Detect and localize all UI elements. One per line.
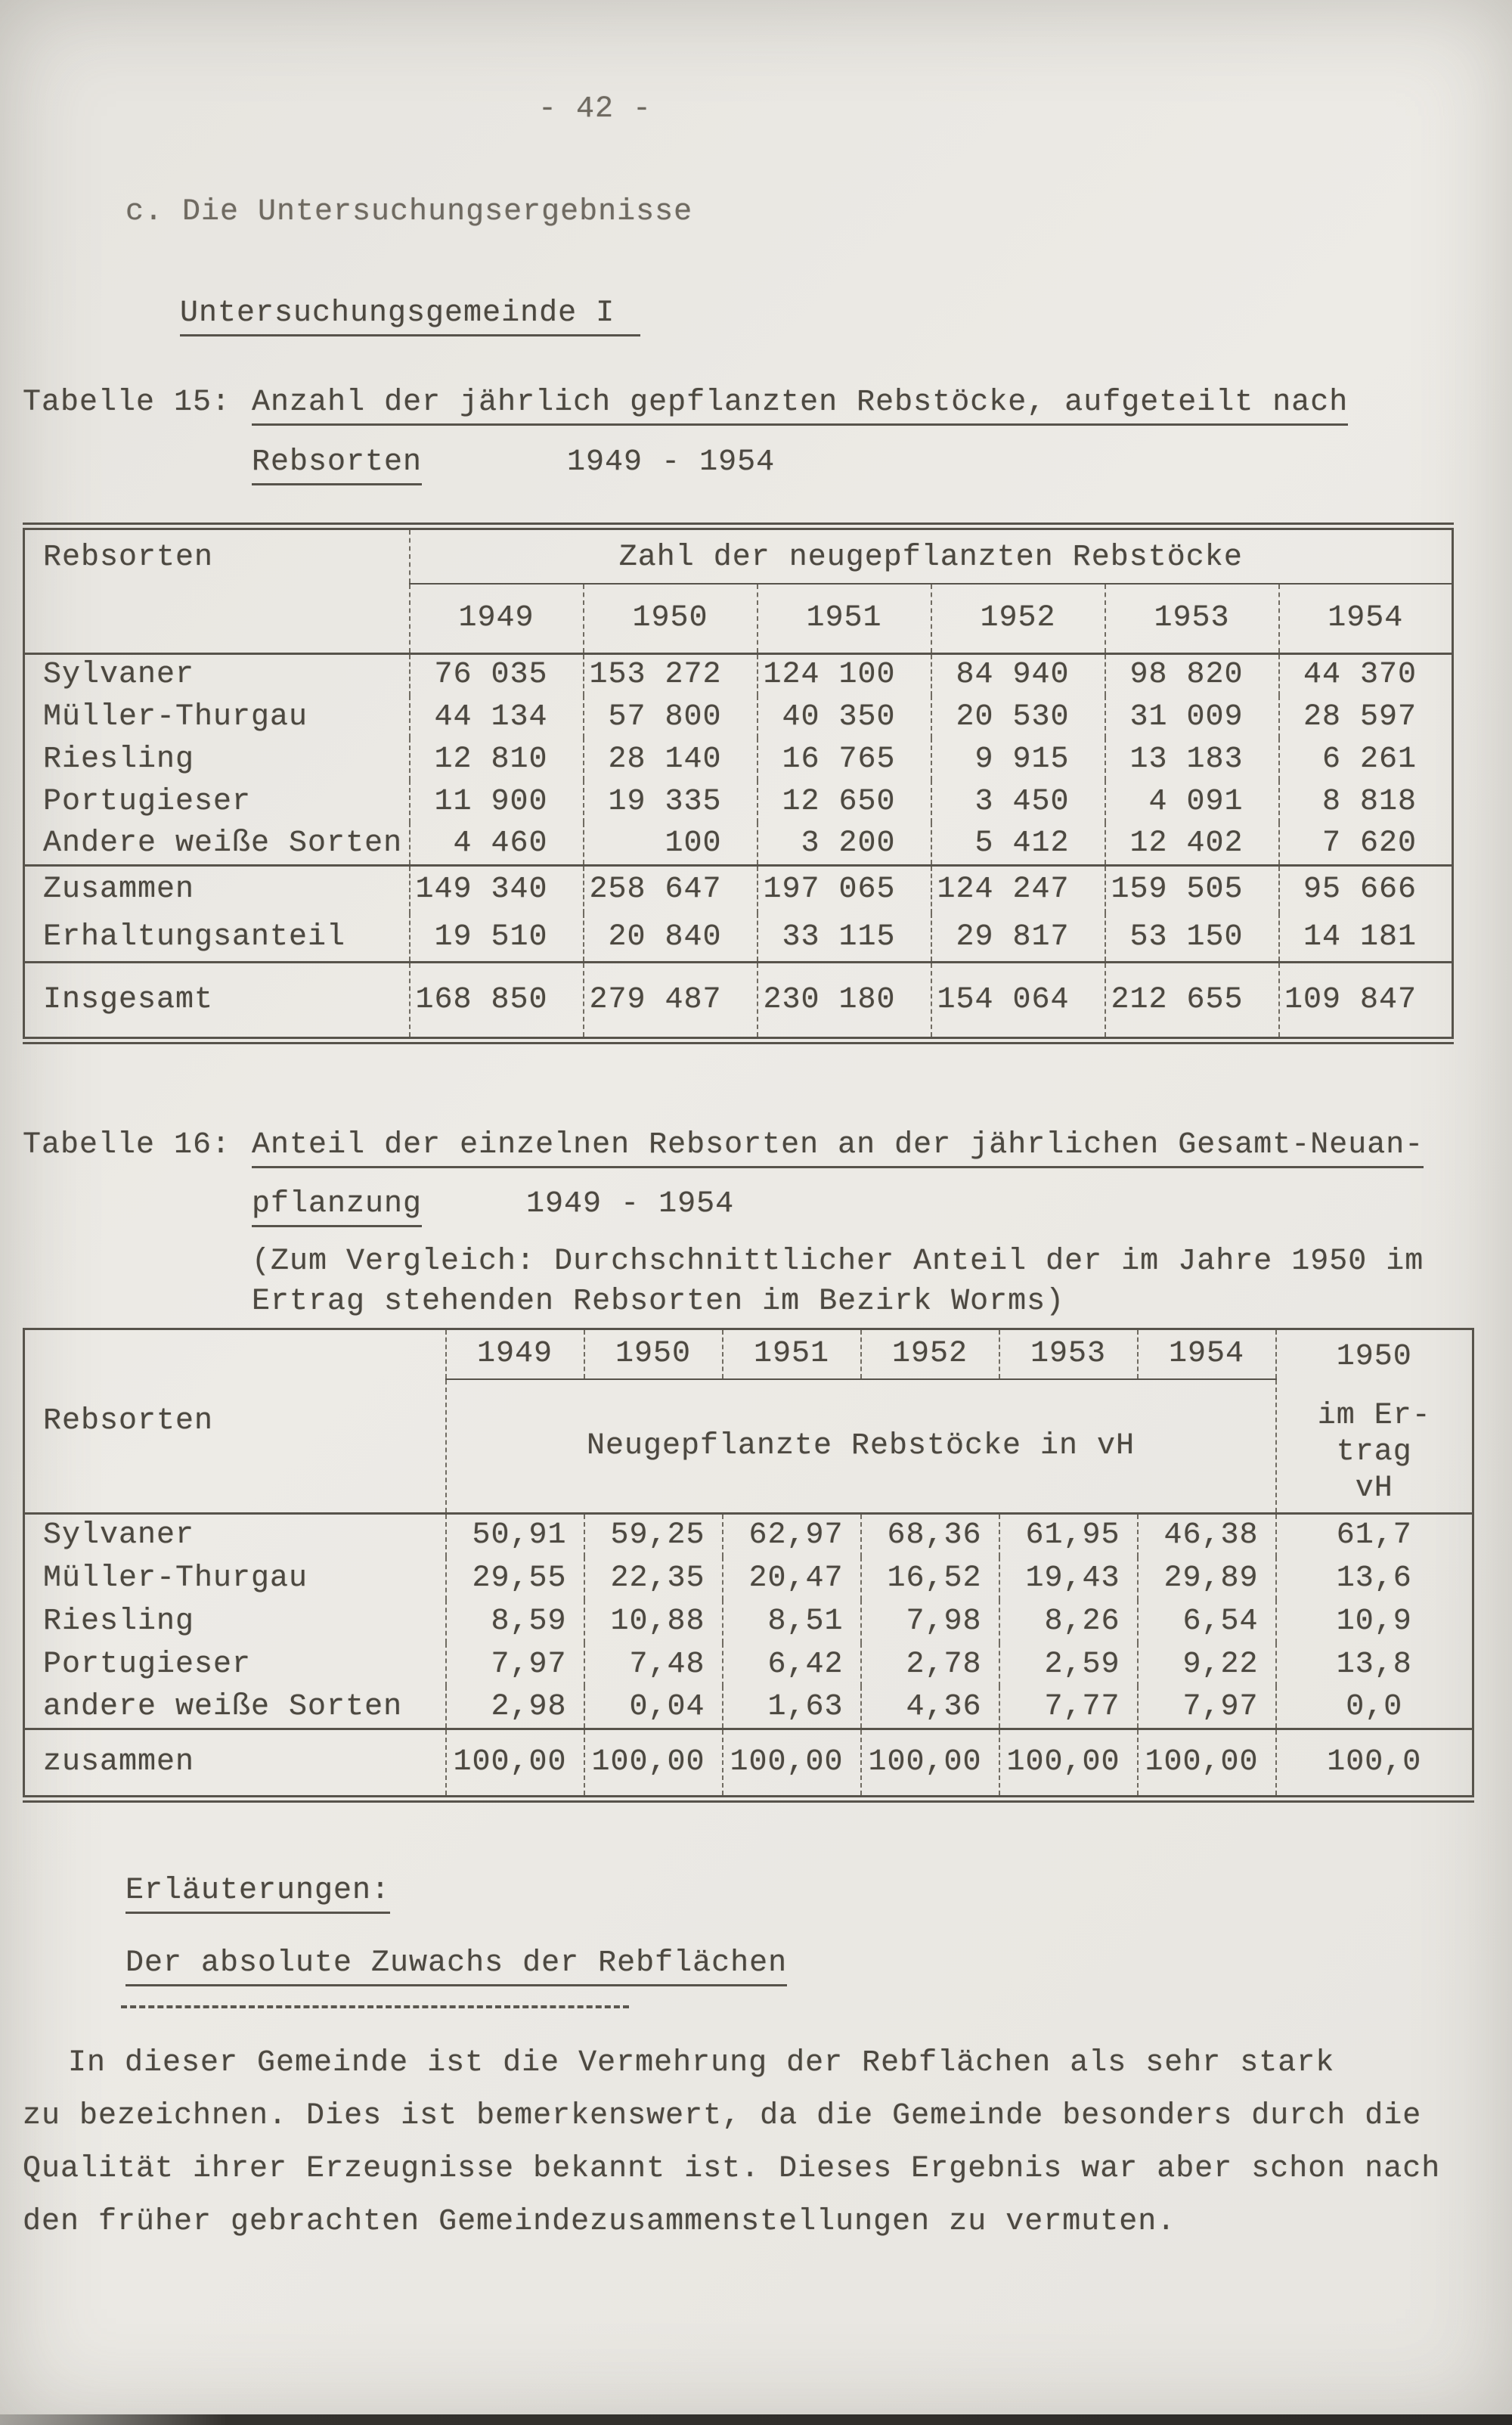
table-row xyxy=(24,913,1453,962)
cell-value: 28 597 xyxy=(1279,696,1453,738)
scan-edge-artifact xyxy=(0,2414,1512,2425)
cell-value: 44 370 xyxy=(1279,653,1453,696)
subsection-heading xyxy=(180,296,640,330)
cell-value: 29,55 xyxy=(446,1557,584,1600)
table-16-caption-line1 xyxy=(23,1128,1424,1162)
cell-value: 230 180 xyxy=(758,962,931,1040)
table-15-total xyxy=(24,962,1453,1040)
row-label: Müller-Thurgau xyxy=(43,699,308,734)
table-row xyxy=(24,1729,1473,1799)
cell-value: 100 xyxy=(584,823,758,865)
column-header-year: 1952 xyxy=(931,584,1105,653)
header-row-years xyxy=(24,1329,1473,1379)
row-label: Erhaltungsanteil xyxy=(43,919,346,954)
paragraph-line: zu bezeichnen. Dies ist bemerkenswert, da die Gemeinde besonders durch die xyxy=(23,2099,1422,2133)
paragraph-line: den früher gebrachten Gemeindezusammenstellungen zu vermuten. xyxy=(23,2205,1176,2239)
column-header-year: 1950 xyxy=(584,1329,723,1379)
header-row xyxy=(24,526,1453,584)
cell-value: 14 181 xyxy=(1279,913,1453,962)
table-row xyxy=(24,1686,1473,1729)
cell-value: 84 940 xyxy=(931,653,1105,696)
table-row xyxy=(24,653,1453,696)
row-label: Riesling xyxy=(43,742,195,777)
notes-subheading xyxy=(125,1946,787,1980)
table-16 xyxy=(23,1328,1474,1803)
table-15-title-cont: Rebsorten xyxy=(252,445,422,485)
page-number: - 42 - xyxy=(538,92,652,126)
cell-value: 59,25 xyxy=(584,1514,723,1557)
cell-value: 154 064 xyxy=(931,962,1105,1040)
cell-value: 9 915 xyxy=(931,738,1105,780)
cell-value: 40 350 xyxy=(758,696,931,738)
table-15-year-range: 1949 - 1954 xyxy=(567,445,776,479)
table-16-total xyxy=(24,1729,1473,1799)
cell-value: 100,00 xyxy=(1138,1729,1276,1799)
cell-value: 8,26 xyxy=(999,1600,1138,1643)
cell-value: 279 487 xyxy=(584,962,758,1040)
cell-value: 100,00 xyxy=(723,1729,861,1799)
cell-value: 7,48 xyxy=(584,1643,723,1686)
cell-value: 197 065 xyxy=(758,865,931,913)
cell-value: 2,59 xyxy=(999,1643,1138,1686)
cell-value: 8,51 xyxy=(723,1600,861,1643)
cell-value: 6 261 xyxy=(1279,738,1453,780)
cell-value: 7 620 xyxy=(1279,823,1453,865)
cell-value: 33 115 xyxy=(758,913,931,962)
cell-value: 2,98 xyxy=(446,1686,584,1729)
cell-value: 19 335 xyxy=(584,780,758,823)
cell-value: 10,9 xyxy=(1276,1600,1473,1643)
column-header-year: 1953 xyxy=(999,1329,1138,1379)
cell-value: 50,91 xyxy=(446,1514,584,1557)
table-16-year-range: 1949 - 1954 xyxy=(526,1187,735,1221)
subsection-heading-text: Untersuchungsgemeinde I xyxy=(180,296,640,336)
cell-value: 12 402 xyxy=(1105,823,1279,865)
table-15-header xyxy=(24,526,1453,653)
cell-value: 44 134 xyxy=(410,696,584,738)
cell-value: 19,43 xyxy=(999,1557,1138,1600)
table-15-label: Tabelle 15: xyxy=(23,386,231,420)
cell-value: 31 009 xyxy=(1105,696,1279,738)
row-label: Sylvaner xyxy=(43,1518,195,1553)
cell-value: 4 460 xyxy=(410,823,584,865)
column-header-year: 1951 xyxy=(723,1329,861,1379)
column-header-year: 1950 xyxy=(584,584,758,653)
cell-value: 100,00 xyxy=(584,1729,723,1799)
paragraph-line: Qualität ihrer Erzeugnisse bekannt ist. Dieses Ergebnis war aber schon nach xyxy=(23,2152,1441,2186)
cell-value: 57 800 xyxy=(584,696,758,738)
cell-value: 20 840 xyxy=(584,913,758,962)
cell-value: 62,97 xyxy=(723,1514,861,1557)
cell-value: 98 820 xyxy=(1105,653,1279,696)
cell-value: 0,0 xyxy=(1276,1686,1473,1729)
row-label: Müller-Thurgau xyxy=(43,1561,308,1595)
cell-value: 4,36 xyxy=(861,1686,999,1729)
table-15-title: Anzahl der jährlich gepflanzten Rebstöcke, aufgeteilt nach xyxy=(252,386,1348,426)
table-15-body xyxy=(24,653,1453,865)
table-row xyxy=(24,1514,1473,1557)
column-header-year: 1949 xyxy=(446,1329,584,1379)
row-label: andere weiße Sorten xyxy=(43,1689,403,1724)
cell-value: 2,78 xyxy=(861,1643,999,1686)
table-16-note-line1: (Zum Vergleich: Durchschnittlicher Anteil der im Jahre 1950 im xyxy=(252,1245,1424,1279)
cell-value: 13 183 xyxy=(1105,738,1279,780)
table-row xyxy=(24,780,1453,823)
row-label: Riesling xyxy=(43,1604,195,1639)
table-row xyxy=(24,865,1453,913)
cell-value: 53 150 xyxy=(1105,913,1279,962)
cell-value: 0,04 xyxy=(584,1686,723,1729)
cell-value: 8 818 xyxy=(1279,780,1453,823)
cell-value: 61,7 xyxy=(1276,1514,1473,1557)
cell-value: 7,98 xyxy=(861,1600,999,1643)
cell-value: 109 847 xyxy=(1279,962,1453,1040)
cell-value: 16 765 xyxy=(758,738,931,780)
column-header-year: 1951 xyxy=(758,584,931,653)
table-15 xyxy=(23,523,1454,1044)
table-row xyxy=(24,696,1453,738)
cell-value: 124 247 xyxy=(931,865,1105,913)
row-label: Sylvaner xyxy=(43,658,195,693)
table-row xyxy=(24,1643,1473,1686)
cell-value: 12 650 xyxy=(758,780,931,823)
cell-value: 7,77 xyxy=(999,1686,1138,1729)
notes-heading-text: Erläuterungen: xyxy=(125,1874,390,1914)
cell-value: 13,8 xyxy=(1276,1643,1473,1686)
column-header-rebsorten: Rebsorten xyxy=(43,1404,214,1438)
dashed-underline xyxy=(121,2005,629,2008)
notes-heading xyxy=(125,1874,390,1908)
column-header-year: 1953 xyxy=(1105,584,1279,653)
column-header-year: 1949 xyxy=(410,584,584,653)
column-header-year: 1954 xyxy=(1138,1329,1276,1379)
column-header-1950-ertrag xyxy=(1276,1329,1473,1514)
table-row xyxy=(24,738,1453,780)
cell-value: 8,59 xyxy=(446,1600,584,1643)
cell-value: 7,97 xyxy=(1138,1686,1276,1729)
section-heading: c. Die Untersuchungsergebnisse xyxy=(125,195,693,229)
cell-value: 20,47 xyxy=(723,1557,861,1600)
table-16-body xyxy=(24,1514,1473,1729)
column-header-year: 1952 xyxy=(861,1329,999,1379)
cell-value: 10,88 xyxy=(584,1600,723,1643)
cell-value: 3 450 xyxy=(931,780,1105,823)
row-label: Portugieser xyxy=(43,1647,252,1682)
table-16-title: Anteil der einzelnen Rebsorten an der jährlichen Gesamt-Neuan- xyxy=(252,1128,1424,1168)
cell-value: 29 817 xyxy=(931,913,1105,962)
paragraph-line: In dieser Gemeinde ist die Vermehrung der Rebflächen als sehr stark xyxy=(68,2046,1335,2080)
table-16-note-line2: Ertrag stehenden Rebsorten im Bezirk Worms) xyxy=(252,1285,1065,1319)
table-16-note xyxy=(252,1242,1424,1322)
cell-value: 12 810 xyxy=(410,738,584,780)
row-label: zusammen xyxy=(43,1745,195,1780)
cell-value: 19 510 xyxy=(410,913,584,962)
cell-value: 4 091 xyxy=(1105,780,1279,823)
cell-value: 11 900 xyxy=(410,780,584,823)
column-header-year: 1954 xyxy=(1279,584,1453,653)
column-header-span: Zahl der neugepflanzten Rebstöcke xyxy=(410,526,1453,584)
table-15-caption-line2 xyxy=(252,445,775,479)
column-header-span: Neugepflanzte Rebstöcke in vH xyxy=(446,1379,1276,1514)
cell-value: 95 666 xyxy=(1279,865,1453,913)
cell-value: 212 655 xyxy=(1105,962,1279,1040)
cell-value: 100,00 xyxy=(446,1729,584,1799)
table-row xyxy=(24,1557,1473,1600)
table-16-header xyxy=(24,1329,1473,1514)
row-label: Portugieser xyxy=(43,784,252,819)
body-paragraph xyxy=(23,2037,1440,2249)
table-15-subtotal xyxy=(24,865,1453,962)
cell-value: 124 100 xyxy=(758,653,931,696)
cell-value: 68,36 xyxy=(861,1514,999,1557)
table-16-title-cont: pflanzung xyxy=(252,1187,422,1227)
ertrag-header-line: vH xyxy=(1355,1471,1393,1506)
cell-value: 29,89 xyxy=(1138,1557,1276,1600)
ertrag-header-line: trag xyxy=(1336,1435,1412,1469)
cell-value: 100,00 xyxy=(861,1729,999,1799)
cell-value: 16,52 xyxy=(861,1557,999,1600)
ertrag-header-line: im Er- xyxy=(1317,1399,1431,1433)
table-row xyxy=(24,823,1453,865)
cell-value: 168 850 xyxy=(410,962,584,1040)
cell-value: 22,35 xyxy=(584,1557,723,1600)
cell-value: 1,63 xyxy=(723,1686,861,1729)
ertrag-header-line: 1950 xyxy=(1336,1340,1412,1374)
cell-value: 258 647 xyxy=(584,865,758,913)
column-header-rebsorten: Rebsorten xyxy=(43,541,214,575)
cell-value: 159 505 xyxy=(1105,865,1279,913)
cell-value: 100,00 xyxy=(999,1729,1138,1799)
cell-value: 9,22 xyxy=(1138,1643,1276,1686)
table-15-caption-line1 xyxy=(23,386,1348,420)
cell-value: 3 200 xyxy=(758,823,931,865)
row-label: Insgesamt xyxy=(43,982,214,1017)
cell-value: 46,38 xyxy=(1138,1514,1276,1557)
cell-value: 100,0 xyxy=(1276,1729,1473,1799)
table-row xyxy=(24,962,1453,1040)
table-16-caption-line2 xyxy=(252,1187,734,1221)
row-label: Andere weiße Sorten xyxy=(43,826,403,861)
table-row xyxy=(24,1600,1473,1643)
cell-value: 13,6 xyxy=(1276,1557,1473,1600)
cell-value: 6,54 xyxy=(1138,1600,1276,1643)
cell-value: 5 412 xyxy=(931,823,1105,865)
cell-value: 6,42 xyxy=(723,1643,861,1686)
cell-value: 149 340 xyxy=(410,865,584,913)
cell-value: 153 272 xyxy=(584,653,758,696)
cell-value: 61,95 xyxy=(999,1514,1138,1557)
cell-value: 76 035 xyxy=(410,653,584,696)
cell-value: 7,97 xyxy=(446,1643,584,1686)
row-label: Zusammen xyxy=(43,873,195,907)
cell-value: 20 530 xyxy=(931,696,1105,738)
cell-value: 28 140 xyxy=(584,738,758,780)
table-16-label: Tabelle 16: xyxy=(23,1128,231,1162)
notes-subheading-text: Der absolute Zuwachs der Rebflächen xyxy=(125,1946,787,1986)
